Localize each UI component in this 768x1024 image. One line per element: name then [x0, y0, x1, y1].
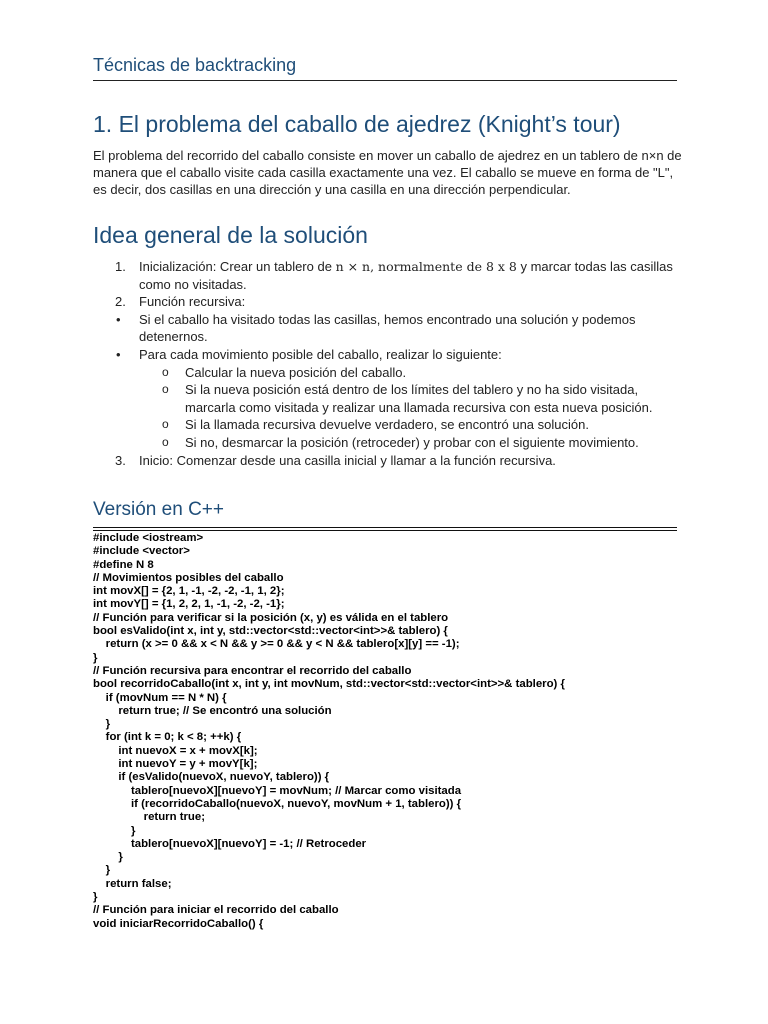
- code-top-rule-2: [93, 530, 677, 531]
- circle-bullet-icon: o: [162, 364, 169, 379]
- code-line: #include <iostream>: [93, 532, 204, 544]
- sub-bullet-text: Calcular la nueva posición del caballo.: [185, 364, 407, 380]
- sub-bullet-item: [93, 434, 683, 452]
- bullet-icon: •: [116, 346, 121, 362]
- code-line: }: [93, 651, 98, 664]
- sub-bullet-text: Si la llamada recursiva devuelve verdadero, se encontró una solución.: [185, 417, 589, 433]
- step-text: Inicio: Comenzar desde una casilla inicial y llamar a la función recursiva.: [139, 452, 556, 468]
- code-line: int nuevoX = x + movX[k];: [93, 744, 258, 757]
- bullet-item: [93, 346, 683, 364]
- code-line: int movY[] = {1, 2, 2, 1, -1, -2, -2, -1};: [93, 598, 285, 611]
- step-2: [93, 293, 683, 311]
- code-line: return (x >= 0 && x < N && y >= 0 && y < N && tablero[x][y] == -1);: [93, 638, 460, 651]
- section-title: 1. El problema del caballo de ajedrez (Knight’s tour): [93, 111, 621, 137]
- code-line: return true;: [93, 811, 206, 824]
- bullet-icon: •: [116, 311, 121, 327]
- code-line: bool recorridoCaballo(int x, int y, int movNum, std::vector<std::vector<int>>& tablero) {: [93, 678, 565, 691]
- sub-bullet-item: [93, 364, 683, 382]
- sub-bullet-item: [93, 416, 683, 434]
- code-line: return true; // Se encontró una solución: [93, 704, 332, 717]
- cpp-heading: Versión en C++: [93, 499, 224, 520]
- step-number: 3.: [115, 452, 126, 468]
- code-line: }: [93, 864, 111, 877]
- code-line: }: [93, 891, 98, 904]
- circle-bullet-icon: o: [162, 434, 169, 449]
- bullet-text: Para cada movimiento posible del caballo, realizar lo siguiente:: [139, 346, 502, 362]
- code-line: if (esValido(nuevoX, nuevoY, tablero)) {: [93, 771, 330, 784]
- sub-bullet-item: [93, 381, 683, 416]
- step-1: [93, 258, 683, 293]
- circle-bullet-icon: o: [162, 417, 169, 432]
- sub-bullet-text: Si no, desmarcar la posición (retroceder) y probar con el siguiente movimiento.: [185, 434, 639, 450]
- sub-bullet-text: Si la nueva posición está dentro de los límites del tablero y no ha sido visitada, marcarla como visitada y realizar una llamada recursiva con esta nueva posición.: [185, 382, 653, 415]
- code-line: #define N 8: [93, 558, 154, 571]
- code-line: void iniciarRecorridoCaballo() {: [93, 917, 264, 930]
- code-block: [93, 532, 677, 931]
- code-line: tablero[nuevoX][nuevoY] = movNum; // Marcar como visitada: [93, 784, 462, 797]
- step-text: y marcar todas las casillas como no visitadas.: [139, 259, 673, 292]
- code-line: tablero[nuevoX][nuevoY] = -1; // Retroceder: [93, 837, 367, 850]
- idea-heading: Idea general de la solución: [93, 222, 368, 248]
- code-line: }: [93, 824, 136, 837]
- bullet-text: Si el caballo ha visitado todas las casillas, hemos encontrado una solución y podemos detenernos.: [139, 311, 636, 345]
- code-line: int movX[] = {2, 1, -1, -2, -2, -1, 1, 2};: [93, 585, 285, 598]
- step-text: Función recursiva:: [139, 294, 246, 310]
- bullet-item: [93, 311, 683, 346]
- code-line: // Función recursiva para encontrar el recorrido del caballo: [93, 664, 412, 677]
- step-number: 1.: [115, 259, 126, 274]
- step-math: n × n, normalmente de 8 x 8: [335, 259, 517, 274]
- solution-steps: [93, 258, 683, 469]
- code-line: int nuevoY = y + movY[k];: [93, 758, 258, 771]
- intro-paragraph: El problema del recorrido del caballo consiste en mover un caballo de ajedrez en un tablero de n×n de manera que el caballo visite cada casilla exactamente una vez. El caballo se mueve en forma de "L", es decir, dos casillas en una dirección y una casilla en una dirección perpendicular.: [93, 148, 682, 197]
- code-line: for (int k = 0; k < 8; ++k) {: [93, 731, 242, 744]
- step-number: 2.: [115, 294, 126, 310]
- circle-bullet-icon: o: [162, 382, 169, 397]
- code-line: }: [93, 718, 111, 731]
- code-line: // Función para verificar si la posición (x, y) es válida en el tablero: [93, 611, 449, 624]
- code-line: if (recorridoCaballo(nuevoX, nuevoY, movNum + 1, tablero)) {: [93, 797, 462, 810]
- code-line: #include <vector>: [93, 545, 190, 558]
- code-line: // Función para iniciar el recorrido del caballo: [93, 904, 339, 917]
- step-3: [93, 452, 683, 470]
- code-line: bool esValido(int x, int y, std::vector<std::vector<int>>& tablero) {: [93, 625, 448, 638]
- running-header: Técnicas de backtracking: [93, 55, 677, 81]
- code-top-rule: [93, 527, 677, 528]
- code-line: return false;: [93, 877, 172, 890]
- code-line: // Movimientos posibles del caballo: [93, 571, 284, 584]
- code-line: if (movNum == N * N) {: [93, 691, 227, 704]
- step-text: Inicialización: Crear un tablero de: [139, 259, 336, 274]
- code-line: }: [93, 851, 123, 864]
